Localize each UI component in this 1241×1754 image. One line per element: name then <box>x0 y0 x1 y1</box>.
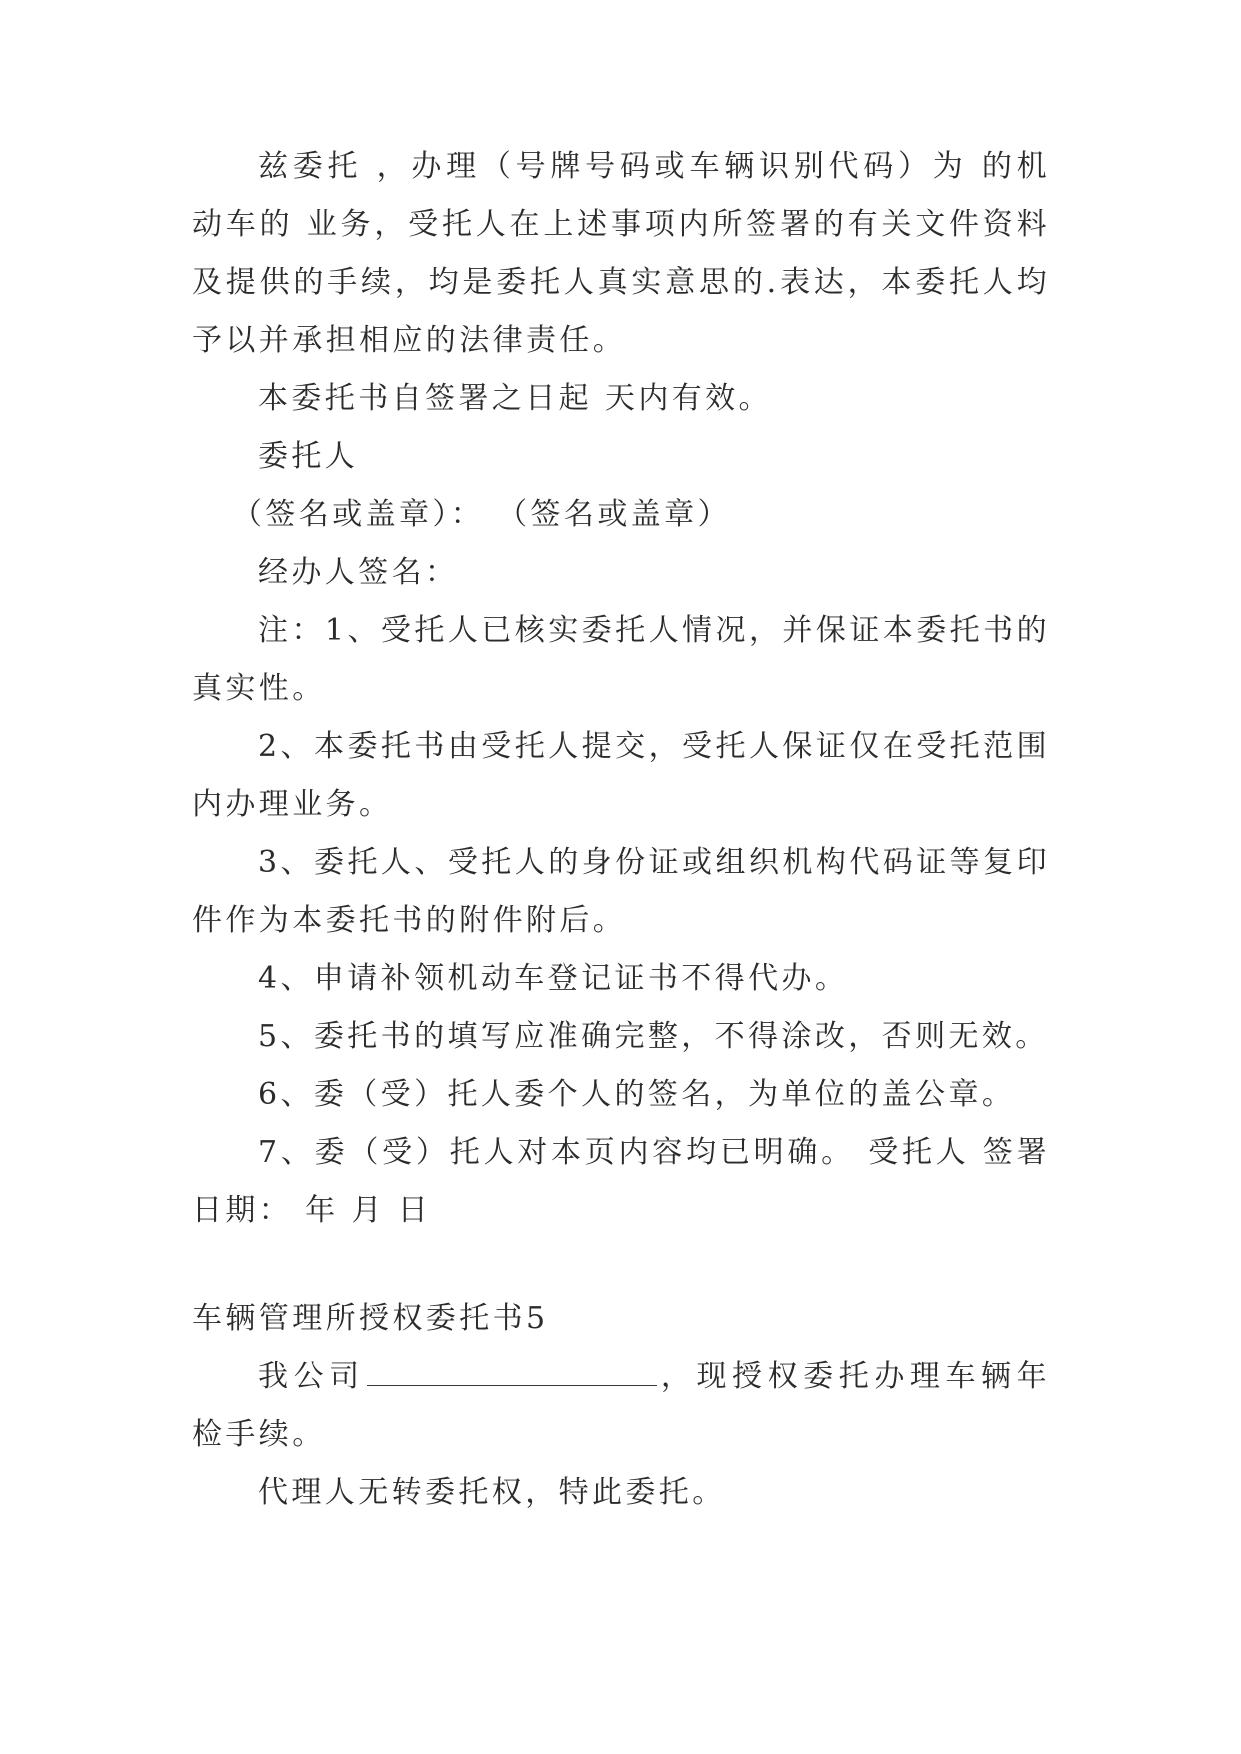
note-item: 5、委托书的填写应准确完整，不得涂改，否则无效。 <box>258 1019 1049 1054</box>
note-item: 4、申请补领机动车登记证书不得代办。 <box>258 961 849 996</box>
authorization-paragraph: 兹委托 ，办理（号牌号码或车辆识别代码）为 的机动车的 业务，受托人在上述事项内所签署的有关文件资料及提供的手续，均是委托人真实意思的.表达，本委托人均予以并承担相应的法律责任。 <box>192 149 1050 358</box>
note-item: 2、本委托书由受托人提交，受托人保证仅在受托范围内办理业务。 <box>192 729 1050 822</box>
company-suffix: ，现授权委托办理车辆年检手续。 <box>192 1359 1050 1452</box>
company-authorization-paragraph <box>192 1348 1050 1464</box>
company-prefix: 我公司 <box>258 1359 365 1394</box>
closing-paragraph: 代理人无转委托权，特此委托。 <box>258 1475 726 1510</box>
document-body <box>192 138 1050 1522</box>
handler-signature: 经办人签名： <box>258 555 459 590</box>
note-item: 7、委（受）托人对本页内容均已明确。 受托人 签署日期： 年 月 日 <box>192 1135 1050 1228</box>
note-item: 6、委（受）托人委个人的签名，为单位的盖公章。 <box>258 1077 1016 1112</box>
signature-line: （签名或盖章）： （签名或盖章） <box>232 497 731 532</box>
note-item: 3、委托人、受托人的身份证或组织机构代码证等复印件作为本委托书的附件附后。 <box>192 845 1050 938</box>
company-name-blank <box>367 1355 657 1386</box>
principal-label: 委托人 <box>258 439 359 474</box>
validity-paragraph: 本委托书自签署之日起 天内有效。 <box>258 381 772 416</box>
note-item: 注：1、受托人已核实委托人情况，并保证本委托书的真实性。 <box>192 613 1050 706</box>
section-title: 车辆管理所授权委托书5 <box>192 1301 549 1336</box>
